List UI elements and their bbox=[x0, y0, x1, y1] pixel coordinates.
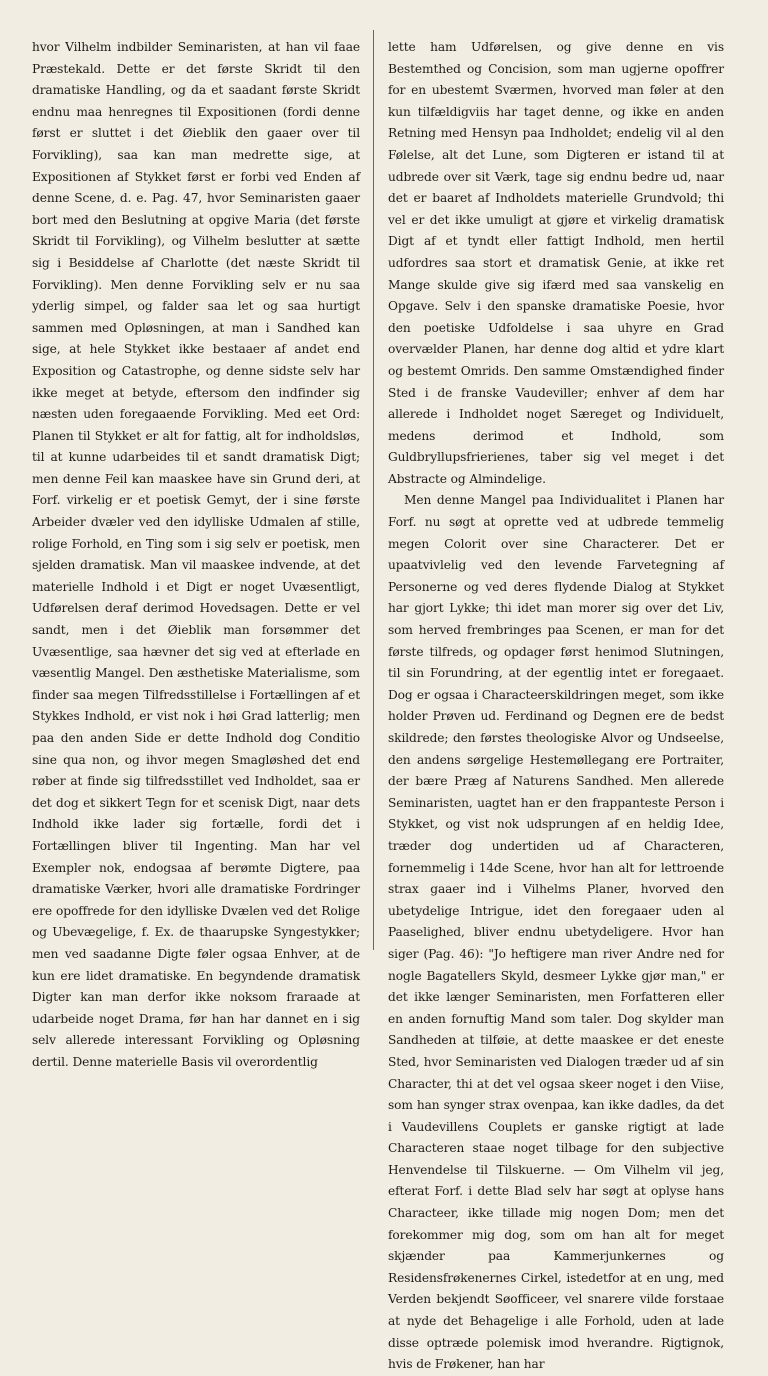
column-divider bbox=[373, 30, 374, 950]
right-paragraph-1: lette ham Udførelsen, og give denne en vis Bestemthed og Concision, som man ugjerne opoffrer for en ubestemt Sværmen, hvorved man føler at den kun tilfældigviis har taget denne, og ikke en anden Retning med Hensyn paa Indholdet; endelig vil al den Følelse, alt det Lune, som Digteren er istand til at udbrede over sit Værk, tage sig endnu bedre ud, naar det er baaret af Indholdets materielle Grundvold; thi vel er det ikke umuligt at gjøre et virkelig dramatisk Digt af et tyndt eller fattigt Indhold, men hertil udfordres saa stort et dramatisk Genie, at ikke ret Mange skulde give sig ifærd med saa vanskelig en Opgave. Selv i den spanske dramatiske Poesie, hvor den poetiske Udfoldelse i saa uhyre en Grad overvælder Planen, har denne dog altid et ydre klart og bestemt Omrids. Den samme Omstændighed finder Sted i de franske Vaudeviller; enhver af dem har allerede i Indholdet noget Særeget og Individuelt, medens derimod et Indhold, som Guldbryllupsfrierienes, taber sig vel meget i det Abstracte og Almindelige. bbox=[388, 40, 724, 486]
right-paragraph-2: Men denne Mangel paa Individualitet i Planen har Forf. nu søgt at oprette ved at udbrede temmelig megen Colorit over sine Characterer. Det er upaatvivlelig ved den levende Farvetegning af Personerne og ved deres flydende Dialog at Stykket har gjort Lykke; thi idet man morer sig over det Liv, som herved frembringes paa Scenen, er man for det første tilfreds, og opdager først henimod Slutningen, til sin Forundring, at der egentlig intet er foregaaet. Dog er ogsaa i Characteerskildringen meget, som ikke holder Prøven ud. Ferdinand og Degnen ere de bedst skildrede; den førstes theologiske Alvor og Undseelse, den andens sørgelige Hestemøllegang ere Portraiter, der bære Præg af Naturens Sandhed. Men allerede Seminaristen, uagtet han er den frappanteste Person i Stykket, og vist nok udsprungen af en heldig Idee, træder dog undertiden ud af Characteren, fornemmelig i 14de Scene, hvor han alt for lettroende strax gaaer ind i Vilhelms Planer, hvorved den ubetydelige Intrigue, idet den foregaaer uden al Paaselighed, bliver endnu ubetydeligere. Hvor han siger (Pag. 46): "Jo heftigere man river Andre ned for nogle Bagatellers Skyld, desmeer Lykke gjør man," er det ikke længer Seminaristen, men Forfatteren eller en anden fornuftig Mand som taler. Dog skylder man Sandheden at tilføie, at dette maaskee er det eneste Sted, hvor Seminaristen ved Dialogen træder ud af sin Character, thi at det vel ogsaa skeer noget i den Viise, som han synger strax ovenpaa, kan ikke dadles, da det i Vaudevillens Couplets er ganske rigtigt at lade Characteren staae noget tilbage for den subjective Henvendelse til Tilskuerne. — Om Vilhelm vil jeg, efterat Forf. i dette Blad selv har søgt at oplyse hans Characteer, ikke tillade mig nogen Dom; men det forekommer mig dog, som om han alt for meget skjænder paa Kammerjunkernes og Residensfrøkenernes Cirkel, istedetfor at en ung, med Verden bekjendt Søofficeer, vel snarere vilde forstaae at nyde det Behagelige i alle Forhold, uden at lade disse optræde polemisk imod hverandre. Rigtignok, hvis de Frøkener, han har bbox=[388, 493, 724, 1372]
right-column bbox=[388, 37, 724, 1376]
left-column bbox=[32, 37, 360, 1074]
left-paragraph-1: hvor Vilhelm indbilder Seminaristen, at han vil faae Præstekald. Dette er det første Skridt til den dramatiske Handling, og da et saadant første Skridt endnu maa henregnes til Expositionen (fordi denne først er sluttet i det Øieblik den gaaer over til Forvikling), saa kan man medrette sige, at Expositionen af Stykket først er forbi ved Enden af denne Scene, d. e. Pag. 47, hvor Seminaristen gaaer bort med den Beslutning at opgive Maria (det første Skridt til Forvikling), og Vilhelm beslutter at sætte sig i Besiddelse af Charlotte (det næste Skridt til Forvikling). Men denne Forvikling selv er nu saa yderlig simpel, og falder saa let og saa hurtigt sammen med Opløsningen, at man i Sandhed kan sige, at hele Stykket ikke bestaaer af andet end Exposition og Catastrophe, og denne sidste selv har ikke meget at betyde, eftersom den indfinder sig næsten uden foregaaende Forvikling. Med eet Ord: Planen til Stykket er alt for fattig, alt for indholdsløs, til at kunne udarbeides til et sandt dramatisk Digt; men denne Feil kan maaskee have sin Grund deri, at Forf. virkelig er et poetisk Gemyt, der i sine første Arbeider dvæler ved den idylliske Udmalen af stille, rolige Forhold, en Ting som i sig selv er poetisk, men sjelden dramatisk. Man vil maaskee indvende, at det materielle Indhold i et Digt er noget Uvæsentligt, Udførelsen deraf derimod Hovedsagen. Dette er vel sandt, men i det Øieblik man forsømmer det Uvæsentlige, saa hævner det sig ved at efterlade en væsentlig Mangel. Den æsthetiske Materialisme, som finder saa megen Tilfredsstillelse i Fortællingen af et Stykkes Indhold, er vist nok i høi Grad latterlig; men paa den anden Side er dette Indhold dog Conditio sine qua non, og ihvor megen Smagløshed det end røber at finde sig tilfredsstillet ved Indholdet, saa er det dog et sikkert Tegn for et scenisk Digt, naar dets Indhold ikke lader sig fortælle, fordi det i Fortællingen bliver til Ingenting. Man har vel Exempler nok, endogsaa af berømte Digtere, paa dramatiske Værker, hvori alle dramatiske Fordringer ere opoffrede for den idylliske Dvælen ved det Rolige og Ubevægelige, f. Ex. de thaarupske Syngestykker; men ved saadanne Digte føler ogsaa Enhver, at de kun ere lidet dramatiske. En begyndende dramatisk Digter kan man derfor ikke noksom fraraade at udarbeide noget Drama, før han har dannet en i sig selv allerede interessant Forvikling og Opløsning dertil. Denne materielle Basis vil overordentlig bbox=[32, 40, 360, 1069]
